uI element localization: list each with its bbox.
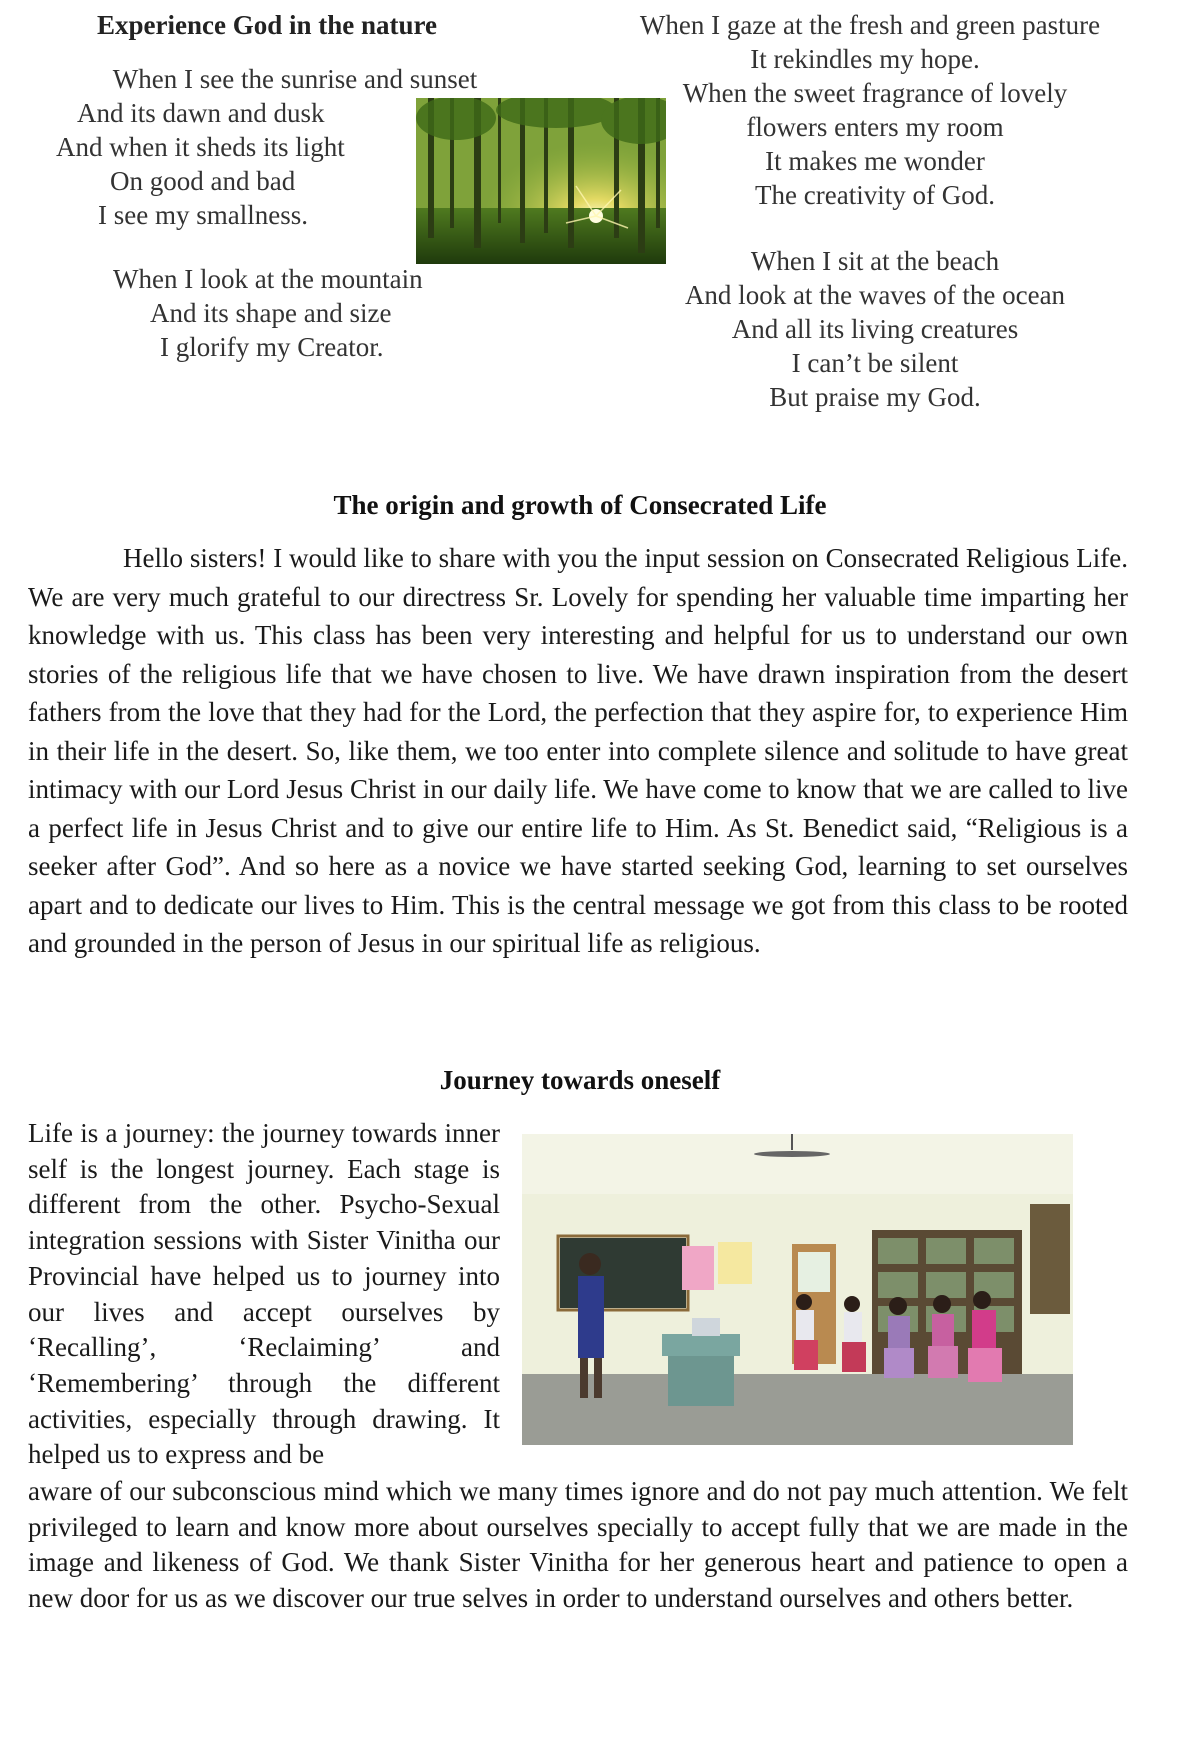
origin-body: Hello sisters! I would like to share with you the input session on Consecrated Religious Life. We are very much grateful to our directress Sr. Lovely for spending her valuable time imparting her knowledge with us. This class has been very interesting and helpful for us to understand our own stories of the religious life that we have chosen to live. We have drawn inspiration from the desert fathers from the love that they had for the Lord, the perfection that they aspire for, to experience Him in their life in the desert. So, like them, we too enter into complete silence and solitude to have great intimacy with our Lord Jesus Christ in our daily life. We have come to know that we are called to live a perfect life in Jesus Christ and to give our entire life to Him. As St. Benedict said, “Religious is a seeker after God”. And so here as a novice we have started seeking God, learning to set ourselves apart and to dedicate our lives to Him. This is the central message we got from this class to be rooted and grounded in the person of Jesus in our spiritual life as religious.: [28, 543, 1128, 958]
classroom-illustration: [522, 1134, 1073, 1445]
poem-line: I see my smallness.: [98, 200, 308, 230]
poem-line: flowers enters my room: [746, 112, 1004, 142]
poem-line: And when it sheds its light: [56, 132, 345, 162]
poem-line: The creativity of God.: [755, 180, 995, 210]
poem-line: It makes me wonder: [765, 146, 985, 176]
section-title: The origin and growth of Consecrated Life: [333, 490, 827, 520]
classroom-photo: [522, 1134, 1073, 1445]
poem-line: I can’t be silent: [791, 348, 959, 378]
poem-line: When I sit at the beach: [750, 246, 1000, 276]
poem-left-stanza-2: [20, 262, 540, 364]
poem-line: It rekindles my hope.: [750, 44, 980, 74]
poem-line: When I see the sunrise and sunset: [112, 64, 478, 94]
poem-line: And its dawn and dusk: [77, 98, 325, 128]
poem-line: And look at the waves of the ocean: [684, 280, 1066, 310]
journey-body-full: aware of our subconscious mind which we many times ignore and do not pay much attention. We felt privileged to learn and know more about ourselves specially to accept fully that we are made in the image and likeness of God. We thank Sister Vinitha for her generous heart and patience to open a new door for us as we discover our true selves in order to understand ourselves and others better.: [28, 1476, 1128, 1614]
poem-title: Experience God in the nature: [97, 10, 437, 40]
poem-right-stanza-2: [600, 244, 1160, 414]
journey-section: [0, 1065, 1160, 1096]
poem-line: But praise my God.: [769, 382, 981, 412]
poem-line: On good and bad: [110, 166, 296, 196]
poem-line: And its shape and size: [150, 298, 392, 328]
poem-line: And all its living creatures: [731, 314, 1019, 344]
poem-line: When the sweet fragrance of lovely: [682, 78, 1068, 108]
journey-body-wrapped: Life is a journey: the journey towards inner self is the longest journey. Each stage is different from the other. Psycho-Sexual integration sessions with Sister Vinitha our Provincial have helped us to journey into our lives and accept ourselves by ‘Recalling’, ‘Reclaiming’ and ‘Remembering’ through the different activities, especially through drawing. It helped us to express and be: [28, 1118, 500, 1470]
poem-right-stanza-1: [600, 8, 1160, 212]
origin-section: [0, 490, 1160, 521]
poem-line: When I gaze at the fresh and green pasture: [639, 10, 1101, 40]
poem-line: I glorify my Creator.: [160, 332, 384, 362]
poem-line: When I look at the mountain: [113, 264, 423, 294]
section-title: Journey towards oneself: [439, 1065, 721, 1095]
